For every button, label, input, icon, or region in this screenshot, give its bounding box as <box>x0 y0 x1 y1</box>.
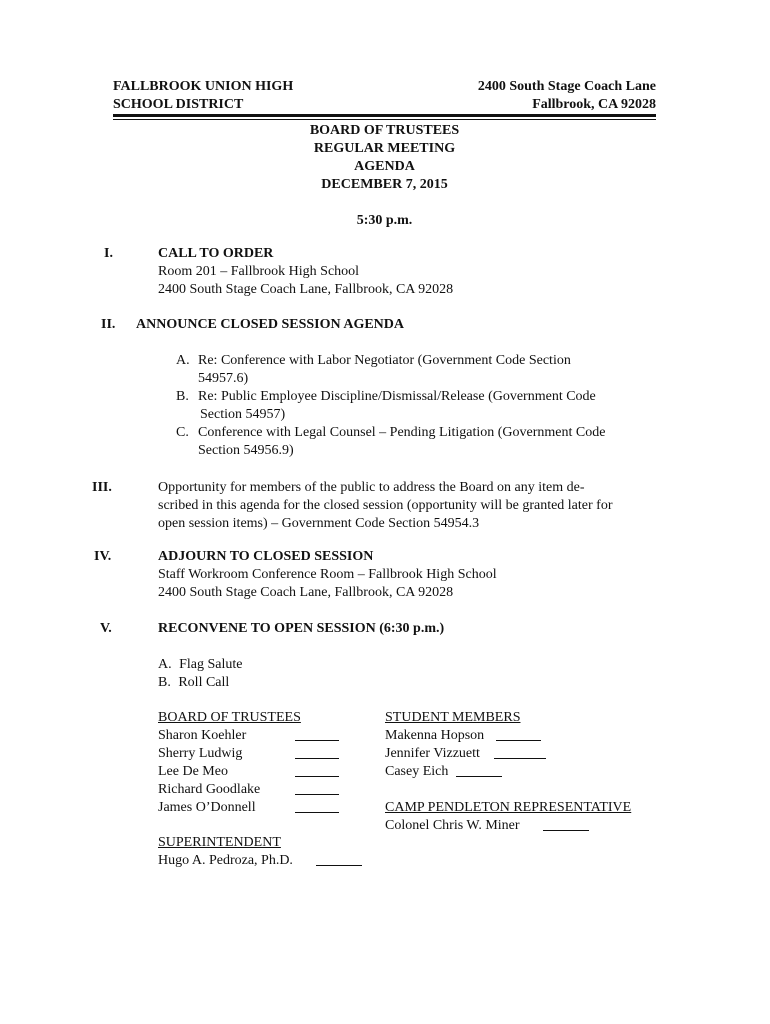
superintendent-name: Hugo A. Pedroza, Ph.D. <box>158 853 293 868</box>
closed-item-b-line2: Section 54957) <box>200 407 286 422</box>
section-3-line2: scribed in this agenda for the closed session (opportunity will be granted later for <box>158 498 613 513</box>
meeting-time: 5:30 p.m. <box>356 213 413 228</box>
header-rule-thick <box>113 114 656 117</box>
section-1-numeral: I. <box>104 246 113 261</box>
district-address <box>420 78 656 114</box>
attendance-blank[interactable] <box>295 727 339 741</box>
attendance-blank[interactable] <box>496 727 541 741</box>
camp-pendleton-heading-text: CAMP PENDLETON REPRESENTATIVE <box>385 800 632 815</box>
open-item-a <box>158 656 243 674</box>
district-name-line2: SCHOOL DISTRICT <box>113 97 244 112</box>
trustee-row <box>158 745 242 763</box>
section-1-line2: 2400 South Stage Coach Lane, Fallbrook, CA 92028 <box>158 282 454 297</box>
address-line1: 2400 South Stage Coach Lane <box>477 79 656 94</box>
open-item-b <box>158 674 229 692</box>
section-2-heading: ANNOUNCE CLOSED SESSION AGENDA <box>136 317 405 332</box>
students-heading <box>385 709 520 727</box>
student-name: Makenna Hopson <box>385 728 485 743</box>
student-row <box>385 727 484 745</box>
closed-item-b-line1: Re: Public Employee Discipline/Dismissal/Release (Government Code <box>198 389 596 404</box>
closed-item-a <box>198 352 571 388</box>
section-4-line2: 2400 South Stage Coach Lane, Fallbrook, CA 92028 <box>158 585 454 600</box>
open-item-b-letter: B. <box>158 675 171 690</box>
student-row <box>385 745 480 763</box>
trustee-name: Lee De Meo <box>158 764 228 779</box>
attendance-blank[interactable] <box>456 763 502 777</box>
trustee-name: Richard Goodlake <box>158 782 261 797</box>
trustee-name: Sharon Koehler <box>158 728 247 743</box>
attendance-blank[interactable] <box>316 852 362 866</box>
closed-item-b-letter: B. <box>176 389 189 404</box>
attendance-blank[interactable] <box>295 745 339 759</box>
trustee-row <box>158 727 246 745</box>
attendance-blank[interactable] <box>295 799 339 813</box>
attendance-blank[interactable] <box>494 745 546 759</box>
camp-rep-name: Colonel Chris W. Miner <box>385 818 520 833</box>
trustees-roll <box>158 709 301 727</box>
closed-item-c <box>198 424 605 460</box>
students-heading-text: STUDENT MEMBERS <box>385 710 521 725</box>
section-3-line1: Opportunity for members of the public to address the Board on any item de- <box>158 480 585 495</box>
section-3-numeral: III. <box>92 480 112 495</box>
trustee-row <box>158 799 256 817</box>
section-5-numeral: V. <box>100 621 112 636</box>
closed-item-a-letter: A. <box>176 353 190 368</box>
camp-pendleton-heading <box>385 799 631 817</box>
section-1 <box>158 245 453 299</box>
closed-item-b <box>198 388 596 424</box>
student-name: Casey Eich <box>385 764 449 779</box>
title-line1: BOARD OF TRUSTEES <box>309 123 460 138</box>
district-name-line1: FALLBROOK UNION HIGH <box>113 79 294 94</box>
trustee-row <box>158 781 260 799</box>
section-4-line1: Staff Workroom Conference Room – Fallbrook High School <box>158 567 497 582</box>
trustee-name: Sherry Ludwig <box>158 746 243 761</box>
district-name <box>113 78 293 114</box>
closed-item-a-line1: Re: Conference with Labor Negotiator (Government Code Section <box>198 353 571 368</box>
section-4 <box>158 548 497 602</box>
section-1-heading: CALL TO ORDER <box>158 246 274 261</box>
superintendent-heading <box>158 834 281 852</box>
section-4-heading: ADJOURN TO CLOSED SESSION <box>158 549 374 564</box>
section-3 <box>158 479 613 533</box>
title-line2: REGULAR MEETING <box>313 141 456 156</box>
student-name: Jennifer Vizzuett <box>385 746 480 761</box>
trustee-row <box>158 763 228 781</box>
superintendent-heading-text: SUPERINTENDENT <box>158 835 281 850</box>
address-line2: Fallbrook, CA 92028 <box>532 97 656 112</box>
open-item-b-text: Roll Call <box>178 675 230 690</box>
section-4-numeral: IV. <box>94 549 112 564</box>
attendance-blank[interactable] <box>543 817 589 831</box>
attendance-blank[interactable] <box>295 763 339 777</box>
header-rule-thin <box>113 119 656 120</box>
section-1-line1: Room 201 – Fallbrook High School <box>158 264 360 279</box>
attendance-blank[interactable] <box>295 781 339 795</box>
open-item-a-text: Flag Salute <box>179 657 243 672</box>
camp-rep-row <box>385 817 520 835</box>
title-line4: DECEMBER 7, 2015 <box>321 177 448 192</box>
closed-item-c-letter: C. <box>176 425 189 440</box>
open-item-a-letter: A. <box>158 657 172 672</box>
closed-item-c-line2: Section 54956.9) <box>198 443 294 458</box>
superintendent-row <box>158 852 293 870</box>
section-2-numeral: II. <box>101 317 116 332</box>
title-line3: AGENDA <box>354 159 415 174</box>
trustees-heading: BOARD OF TRUSTEES <box>158 710 301 725</box>
trustee-name: James O’Donnell <box>158 800 256 815</box>
student-row <box>385 763 448 781</box>
closed-item-a-line2: 54957.6) <box>198 371 249 386</box>
closed-item-c-line1: Conference with Legal Counsel – Pending Litigation (Government Code <box>198 425 606 440</box>
section-3-line3: open session items) – Government Code Section 54954.3 <box>158 516 480 531</box>
section-5-heading: RECONVENE TO OPEN SESSION (6:30 p.m.) <box>158 621 445 636</box>
agenda-title <box>113 122 656 230</box>
